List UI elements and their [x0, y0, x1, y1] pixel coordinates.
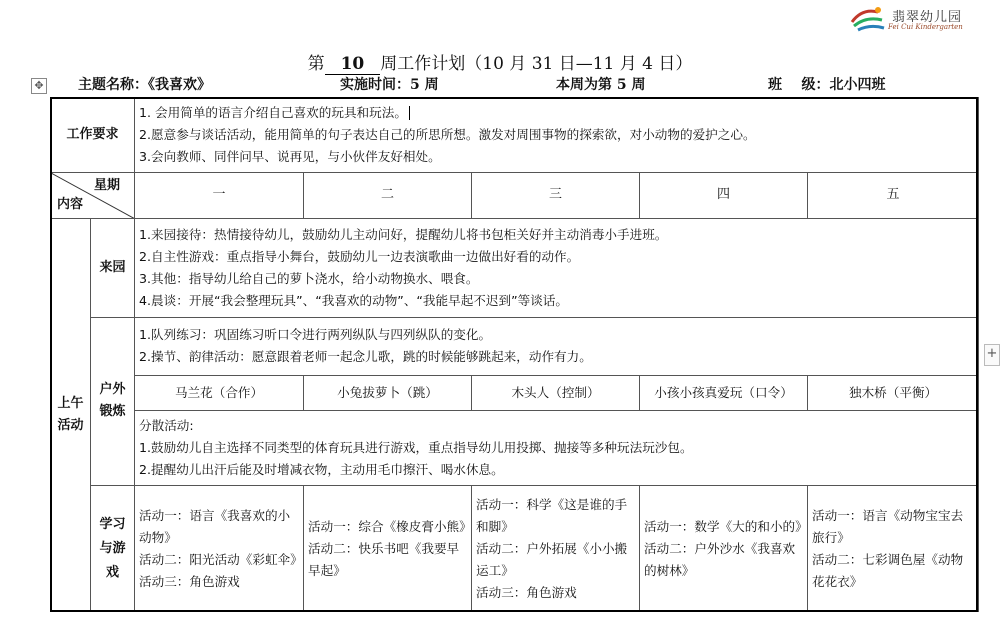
day-thursday: 四: [640, 172, 808, 218]
study-friday-activity-1: 活动一：语言《动物宝宝去旅行》: [812, 507, 964, 545]
scatter-item-2: 2.提醒幼儿出汗后能及时增减衣物，主动用毛巾擦汗、喝水休息。: [139, 462, 504, 478]
study-wednesday-activity-2: 活动二：户外拓展《小小搬运工》: [476, 540, 628, 578]
move-handle-icon[interactable]: ✥: [31, 78, 47, 94]
arrival-item-2: 2.自主性游戏：重点指导小舞台，鼓励幼儿一边表演歌曲一边做出好看的动作。: [139, 248, 580, 264]
study-play-label: 学习与游戏: [91, 486, 135, 612]
game-friday[interactable]: 独木桥（平衡）: [808, 376, 979, 411]
game-tuesday[interactable]: 小兔拔萝卜（跳）: [304, 376, 472, 411]
day-monday: 一: [135, 172, 304, 218]
work-requirements-label: 工作要求: [51, 98, 135, 173]
study-thursday-activity-2: 活动二：户外沙水《我喜欢的树林》: [644, 540, 796, 578]
page-title: [0, 49, 1000, 75]
game-wednesday[interactable]: 木头人（控制）: [472, 376, 640, 411]
study-wednesday-activity-1: 活动一：科学《这是谁的手和脚》: [476, 496, 628, 534]
title-prefix: 第: [307, 54, 325, 74]
game-thursday[interactable]: 小孩小孩真爱玩（口令）: [640, 376, 808, 411]
work-item-1: 1. 会用简单的语言介绍自己喜欢的玩具和玩法。: [139, 104, 407, 120]
logo-text: 翡翠幼儿园: [892, 10, 963, 25]
study-monday-activity-1: 活动一：语言《我喜欢的小动物》: [139, 507, 291, 545]
arrival-label: 来园: [91, 218, 135, 317]
scatter-item-1: 1.鼓励幼儿自主选择不同类型的体育玩具进行游戏，重点指导幼儿用投掷、抛接等多种玩法玩沙包。: [139, 440, 693, 456]
outdoor-label: 户外锻炼: [91, 317, 135, 485]
logo-subtitle: Fei Cui Kindergarten: [888, 23, 963, 31]
work-item-2: 2.愿意参与谈话活动，能用简单的句子表达自己的所思所想。激发对周围事物的探索欲，对小动物的爱护之心。: [139, 126, 756, 142]
game-monday[interactable]: 马兰花（合作）: [135, 376, 304, 411]
outdoor-item-2: 2.操节、韵律活动：愿意跟着老师一起念儿歌，跳的时候能够跳起来，动作有力。: [139, 349, 592, 365]
content-label: 内容: [57, 196, 84, 212]
study-friday-activity-2: 活动二：七彩调色屋《动物花花衣》: [812, 551, 964, 589]
weekday-label: 星期: [94, 177, 121, 193]
theme-name: 主题名称：《我喜欢》: [78, 77, 211, 93]
plus-icon[interactable]: +: [984, 344, 1000, 366]
study-wednesday-activity-3: 活动三：角色游戏: [476, 584, 577, 600]
table-outer-border: [50, 97, 978, 612]
arrival-item-3: 3.其他：指导幼儿给自己的萝卜浇水，给小动物换水、喂食。: [139, 270, 479, 286]
week-number[interactable]: 10: [325, 54, 381, 75]
day-wednesday: 三: [472, 172, 640, 218]
arrival-item-1: 1.来园接待：热情接待幼儿，鼓励幼儿主动问好，提醒幼儿将书包柜关好并主动消毒小手进班。: [139, 226, 668, 242]
day-friday: 五: [808, 172, 979, 218]
work-item-3: 3.会向教师、同伴问早、说再见，与小伙伴友好相处。: [139, 148, 441, 164]
title-suffix: 周工作计划（10 月 31 日—11 月 4 日）: [380, 54, 693, 74]
study-thursday-activity-1: 活动一：数学《大的和小的》: [644, 518, 808, 534]
scatter-title: 分散活动:: [139, 418, 194, 434]
morning-activities-label: 上午活动: [51, 218, 91, 611]
outdoor-item-1: 1.队列练习：巩固练习听口令进行两列纵队与四列纵队的变化。: [139, 327, 492, 343]
study-tuesday-activity-1: 活动一：综合《橡皮膏小熊》: [308, 518, 472, 534]
study-monday-activity-3: 活动三：角色游戏: [139, 573, 240, 589]
arrival-item-4: 4.晨谈：开展“我会整理玩具”、“我喜欢的动物”、“我能早起不迟到”等谈话。: [139, 292, 568, 308]
day-tuesday: 二: [304, 172, 472, 218]
current-week: 本周为第 5 周: [556, 77, 646, 93]
study-tuesday-activity-2: 活动二：快乐书吧《我要早早起》: [308, 540, 460, 578]
study-monday-activity-2: 活动二：阳光活动《彩虹伞》: [139, 551, 303, 567]
class-name: 班 级：北小四班: [768, 77, 886, 93]
duration: 实施时间：5 周: [340, 77, 439, 93]
